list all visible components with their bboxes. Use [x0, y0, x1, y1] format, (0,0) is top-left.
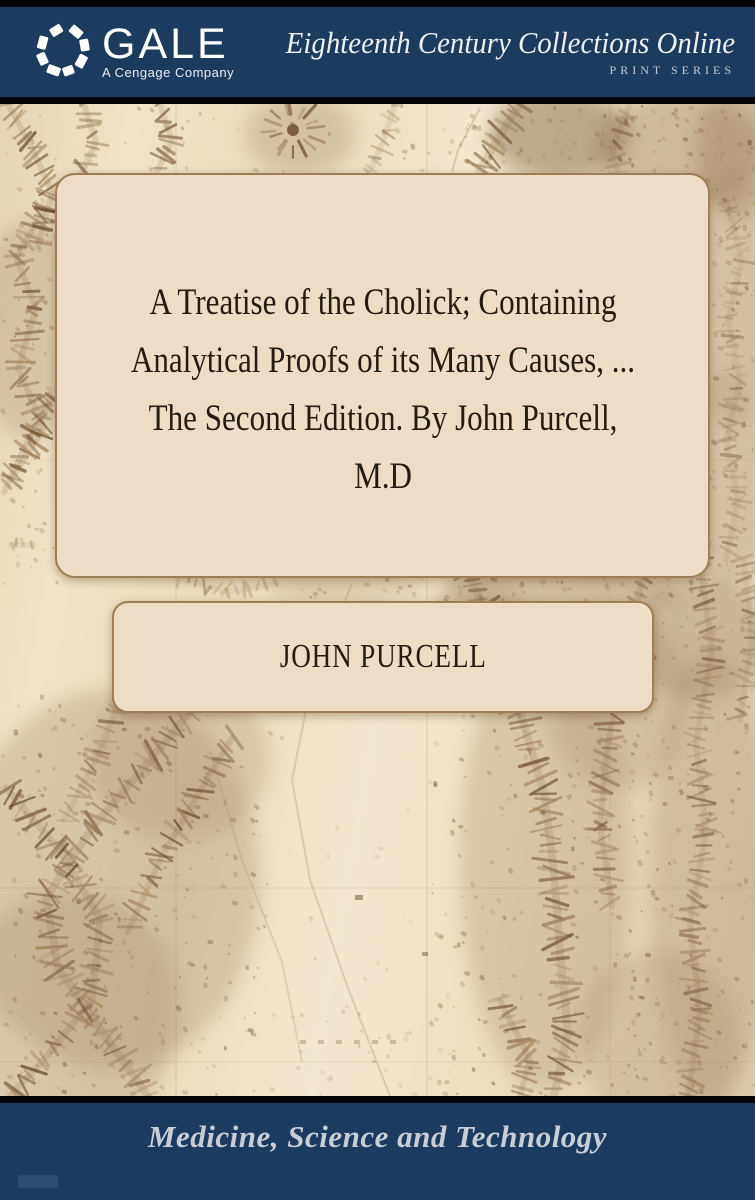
- header-bar: [0, 0, 755, 104]
- book-title: [63, 274, 703, 506]
- author-name: JOHN PURCELL: [279, 638, 487, 675]
- category-label: Medicine, Science and Technology: [147, 1119, 608, 1154]
- author-panel: [112, 601, 654, 713]
- series-subtitle: PRINT SERIES: [609, 63, 735, 78]
- series-block: [252, 26, 735, 78]
- gale-starburst-icon: [30, 19, 96, 85]
- title-line: M.D: [353, 455, 412, 497]
- title-line: A Treatise of the Cholick; Containing: [148, 281, 617, 323]
- title-panel: [55, 173, 710, 578]
- gale-wordmark-block: [102, 20, 235, 80]
- corner-watermark: [18, 1175, 58, 1188]
- footer-bar: [0, 1096, 755, 1200]
- gale-tagline: A Cengage Company: [102, 64, 235, 80]
- gale-logo: [30, 19, 234, 85]
- title-line: The Second Edition. By John Purcell,: [148, 397, 617, 439]
- gale-wordmark: GALE: [102, 20, 229, 69]
- title-line: Analytical Proofs of its Many Causes, ...: [130, 339, 635, 381]
- series-title: Eighteenth Century Collections Online: [285, 24, 735, 60]
